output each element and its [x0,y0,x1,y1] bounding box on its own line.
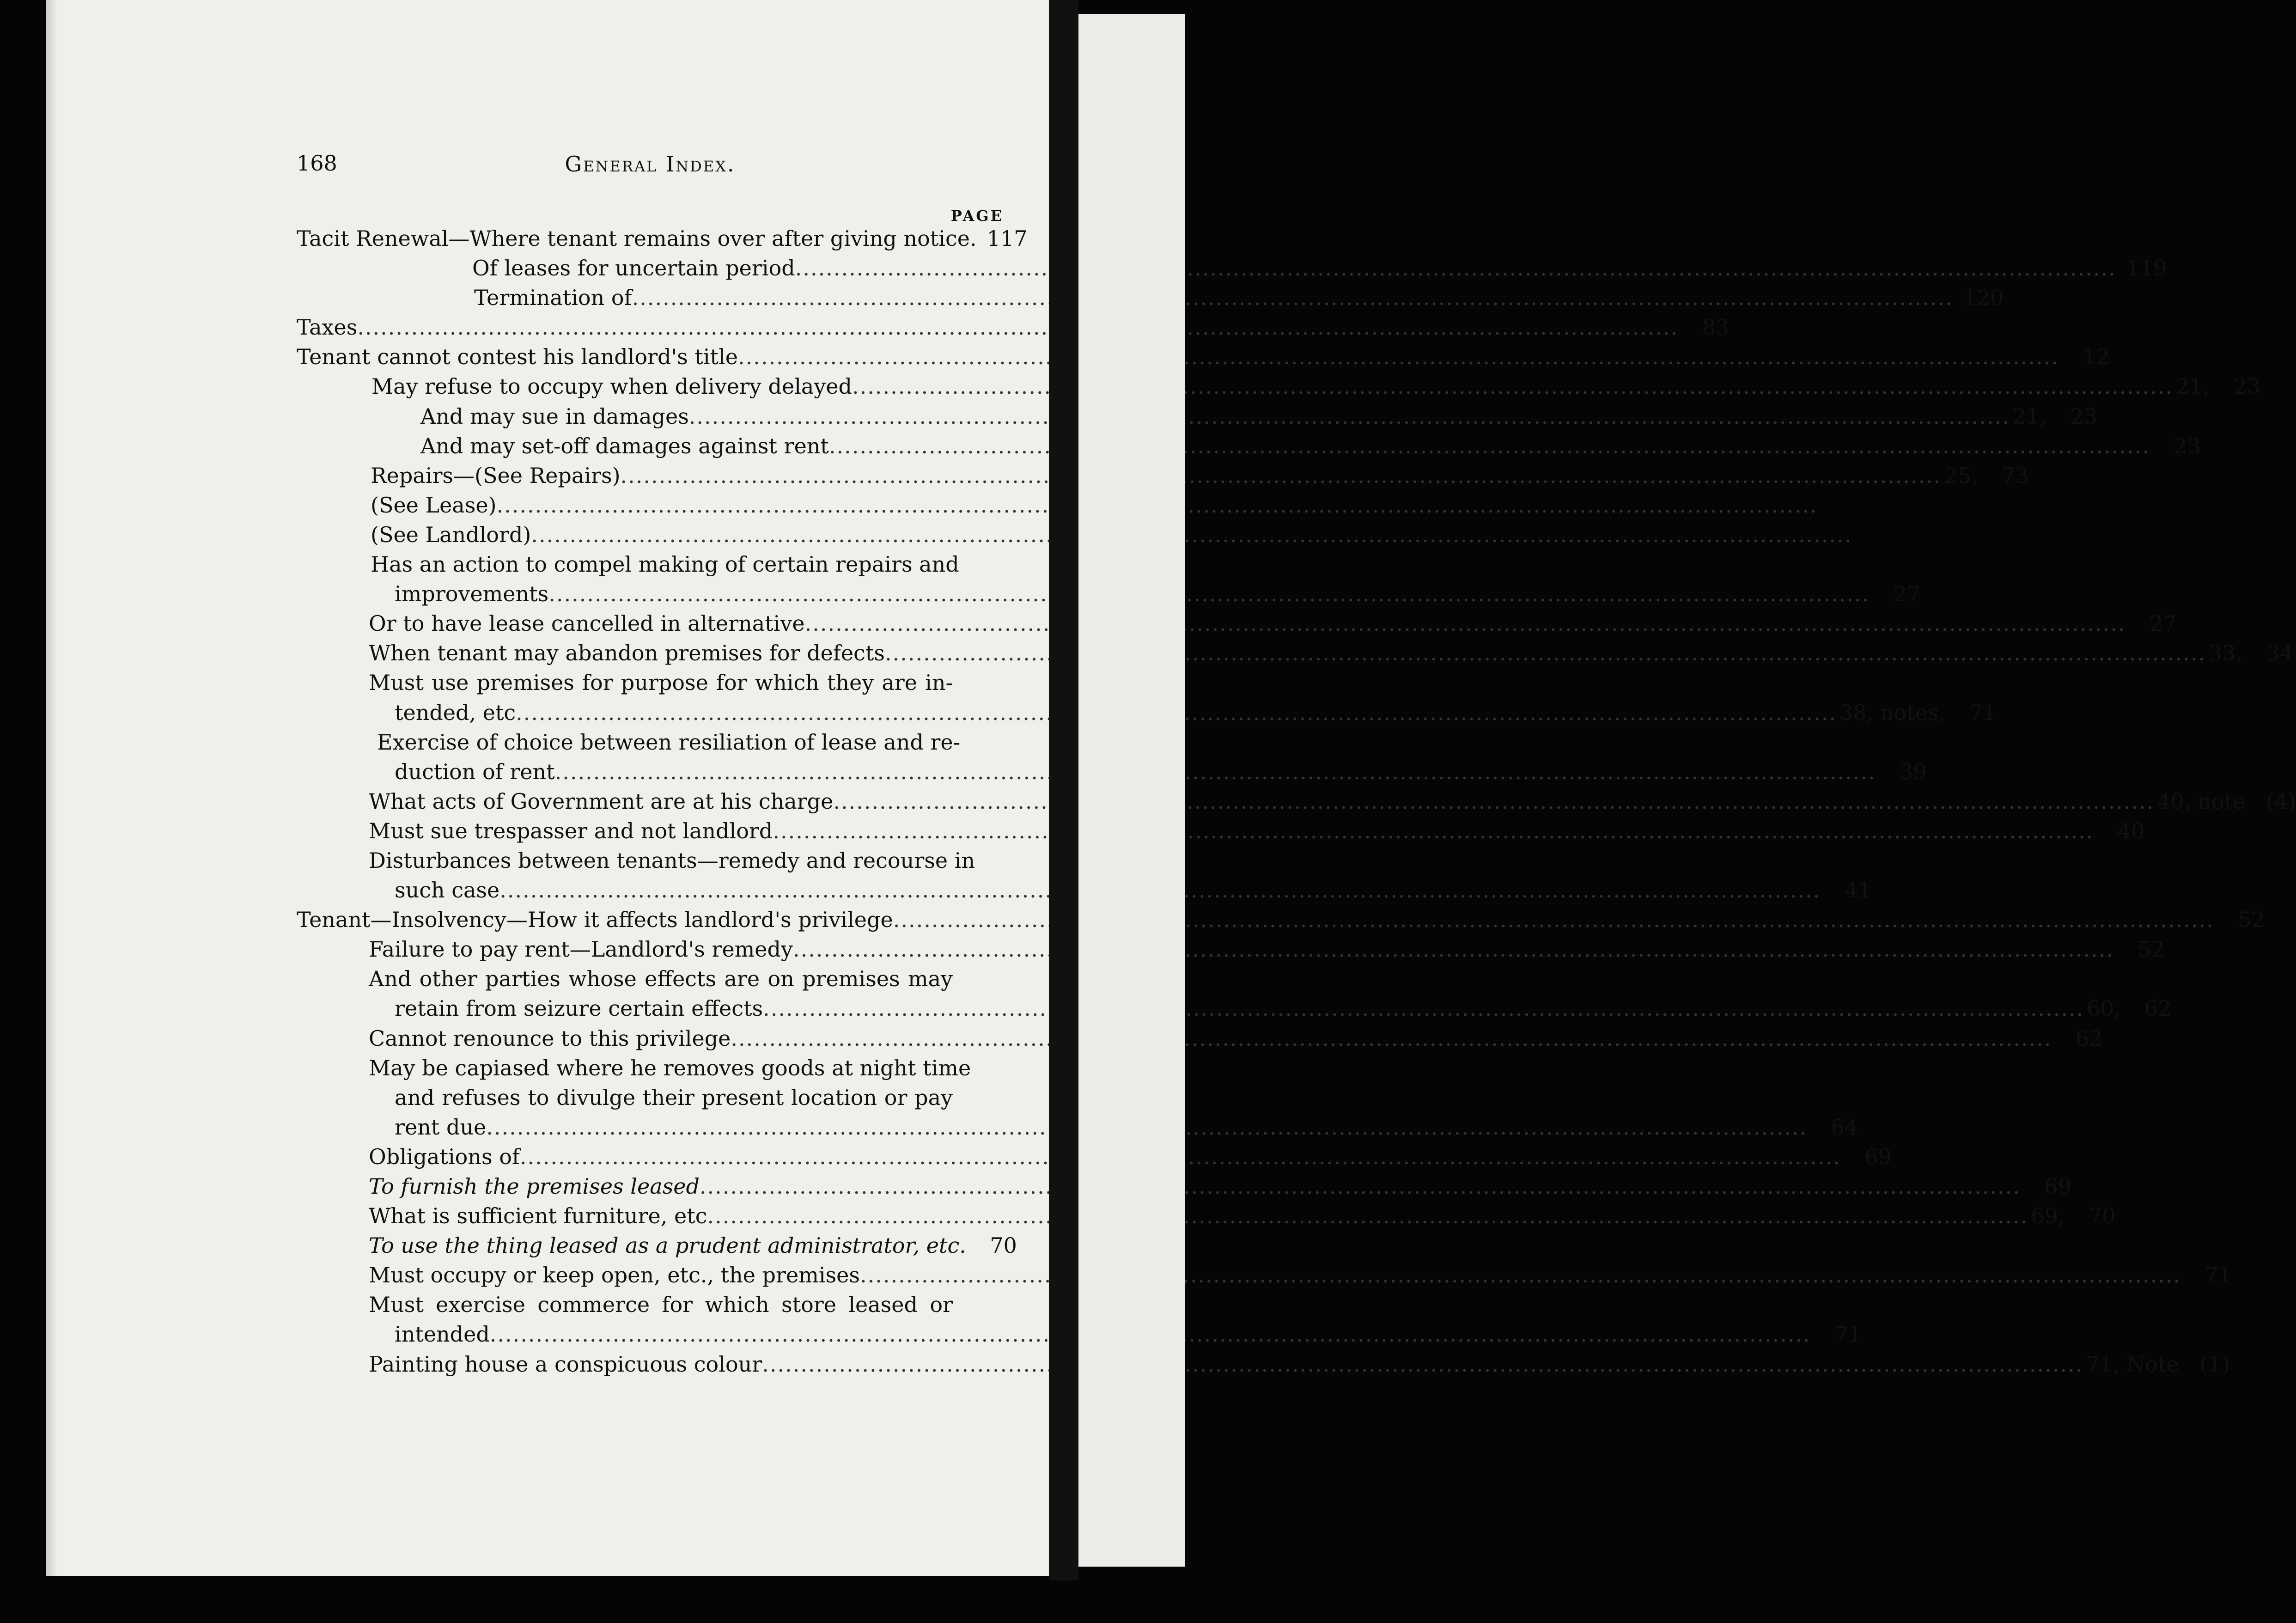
dot-leader [632,283,1953,312]
entry-text: (See Lease) [371,492,497,518]
index-entry [297,461,2029,490]
facing-page-edge [1078,14,1185,1567]
index-entry [297,757,1927,787]
dot-leader [763,994,2084,1023]
entry-text: Must exercise commerce for which store leased or [369,1292,953,1318]
entry-page: 119 [2126,256,2167,281]
index-entry [297,1112,1858,1142]
entry-page: 27 [2150,611,2177,636]
dot-leader [795,253,2116,283]
entry-page: (1) [2199,1351,2230,1377]
entry-ref: 69, [2031,1203,2065,1229]
entry-text: intended [395,1322,490,1347]
page-column-heading: PAGE [950,207,1004,225]
index-entry [297,1319,1862,1349]
index-entry [297,1231,1017,1260]
index-entry [297,1142,1892,1171]
entry-page: 23 [2070,403,2097,429]
index-entry [297,1290,1004,1319]
entry-text: Has an action to compel making of certain repairs and [371,552,959,577]
index-entry [297,431,2201,461]
entry-ref: 60, [2087,996,2121,1021]
dot-leader [707,1201,2028,1231]
entry-page: 120 [1963,285,2004,311]
entry-text: And may set-off damages against rent [420,433,829,458]
entry-text: Failure to pay rent—Landlord's remedy [369,937,793,962]
entry-page: 39 [1900,759,1927,784]
entry-text: and refuses to divulge their present location or pay [395,1085,953,1110]
entry-page: 23 [2233,374,2261,399]
entry-text: Cannot renounce to this privilege [369,1025,731,1051]
entry-page [971,1053,1022,1083]
entry-text: Repairs—(See Repairs) [371,463,621,488]
entry-page: 41 [1844,878,1872,903]
index-entry [297,490,1004,520]
entry-page [1852,520,1903,549]
dot-leader [548,579,1870,609]
entry-page: 23 [2174,433,2201,458]
entry-page [953,964,1004,994]
index-entry [297,994,2172,1023]
entry-text: rent due [395,1114,487,1140]
dot-leader [700,1171,2021,1201]
entry-text: To use the thing leased as a prudent administrator, etc. [369,1233,966,1258]
book-gutter [1049,0,1078,1580]
entry-text: Tacit Renewal—Where tenant remains over after giving notice. [297,226,977,251]
entry-page: 71 [1834,1322,1862,1347]
entry-page: 40 [2117,818,2145,843]
entry-text: Or to have lease cancelled in alternative [369,611,805,636]
dot-leader [731,1024,2052,1053]
entry-text: retain from seizure certain effects [395,996,763,1021]
entry-page [975,846,1026,875]
entry-text: Tenant cannot contest his landlord's title [297,344,738,370]
entry-text: Of leases for uncertain period [472,256,795,281]
dot-leader [773,816,2094,846]
index-entry [297,312,1730,342]
entry-ref: 21, [2012,403,2046,429]
dot-leader [829,431,2150,461]
index-entry [297,402,2097,431]
dot-leader [833,787,2154,816]
entry-page: 69 [1864,1144,1892,1169]
dot-leader [793,934,2114,964]
entry-ref: 38, notes, [1839,700,1946,725]
dot-leader [689,402,2010,431]
index-entry [297,253,2167,283]
dot-leader [555,757,1876,787]
page-number: 168 [297,151,337,176]
index-entry [297,224,1028,253]
entry-page: 71 [1969,700,1997,725]
index-entry [297,1024,2103,1053]
entry-page: 34 [2266,641,2294,666]
entry-text: duction of rent [395,759,555,784]
dot-leader [805,609,2126,638]
entry-text: And other parties whose effects are on premises may [369,966,953,992]
index-entry [297,609,2177,638]
index-entry [297,698,1997,727]
index-entry [297,846,1004,875]
entry-page: 52 [2138,937,2165,962]
entry-page [959,549,1010,579]
entry-text: Must sue trespasser and not landlord [369,818,773,843]
entry-text: Must occupy or keep open, etc., the premises [369,1263,860,1288]
entry-page: 64 [1831,1114,1858,1140]
entry-text: Painting house a conspicuous colour [369,1351,762,1377]
entry-text: (See Landlord) [371,522,531,547]
dot-leader [531,520,1852,549]
running-header [297,151,1004,183]
entry-page: 12 [2083,344,2110,370]
entry-text: Exercise of choice between resiliation of lease and re- [377,729,961,755]
entry-page [960,727,1011,757]
entry-text: May be capiased where he removes goods at night time [369,1055,971,1080]
index-entry [297,816,2145,846]
entry-text: What is sufficient furniture, etc [369,1203,707,1229]
entry-text: Taxes [297,315,358,340]
entry-page: 70 [990,1233,1017,1258]
entry-text: When tenant may abandon premises for defects [369,641,885,666]
page-title: General Index. [565,152,736,177]
index-entry [297,520,1004,549]
entry-page [953,1083,1004,1112]
dot-leader [762,1349,2083,1379]
entry-page: 73 [2002,463,2029,488]
entry-page [953,668,1004,697]
entry-ref: 33, [2208,641,2243,666]
entry-page: 71 [2205,1263,2232,1288]
entry-text: Termination of [474,285,632,311]
index-entry [297,372,2261,401]
index-entries [297,224,2296,1379]
entry-text: May refuse to occupy when delivery delayed [372,374,852,399]
entry-text: To furnish the premises leased [369,1174,700,1199]
index-entry [297,787,2296,816]
dot-leader [357,312,1678,342]
index-entry [297,342,2110,372]
entry-page: 52 [2238,907,2265,933]
index-entry [297,579,1921,609]
entry-page: 83 [1702,315,1730,340]
book-page [46,0,2296,1576]
dot-leader [621,461,1942,490]
entry-page: 117 [987,226,1028,251]
index-entry [297,1171,2071,1201]
dot-leader [738,342,2059,372]
index-entry [297,638,2294,668]
entry-page: 27 [1893,581,1921,607]
entry-text: such case [395,878,500,903]
index-entry [297,1201,2116,1231]
index-entry [297,905,2265,934]
entry-ref: 25, [1944,463,1978,488]
entry-text: Must use premises for purpose for which they are in- [369,670,953,696]
entry-text: Obligations of [369,1144,520,1169]
index-entry [297,668,1004,697]
index-entry [297,727,1004,757]
entry-page: 69 [2044,1174,2071,1199]
entry-page: 70 [2089,1203,2116,1229]
index-entry [297,1053,1004,1083]
entry-page: (4) [2266,788,2296,814]
entry-page: 62 [2144,996,2172,1021]
entry-text: What acts of Government are at his charge [369,788,834,814]
index-entry [297,283,2004,312]
entry-page [1818,490,1869,520]
entry-text: tended, etc [395,700,516,725]
entry-ref: 71, Note [2086,1351,2179,1377]
entry-text: improvements [395,581,549,607]
entry-ref: 40, note [2157,788,2246,814]
index-entry [297,875,1872,905]
index-entry [297,549,1004,579]
index-entry [297,964,1004,994]
entry-page [953,1290,1004,1319]
entry-text: And may sue in damages [420,403,689,429]
index-entry [297,1083,1004,1112]
entry-page: 62 [2075,1025,2103,1051]
index-entry [297,1349,2230,1379]
index-entry [297,934,2165,964]
entry-ref: 21, [2176,374,2210,399]
index-entry [297,1260,2232,1290]
entry-text: Disturbances between tenants—remedy and recourse in [369,848,975,873]
entry-text: Tenant—Insolvency—How it affects landlord's privilege [297,907,893,933]
